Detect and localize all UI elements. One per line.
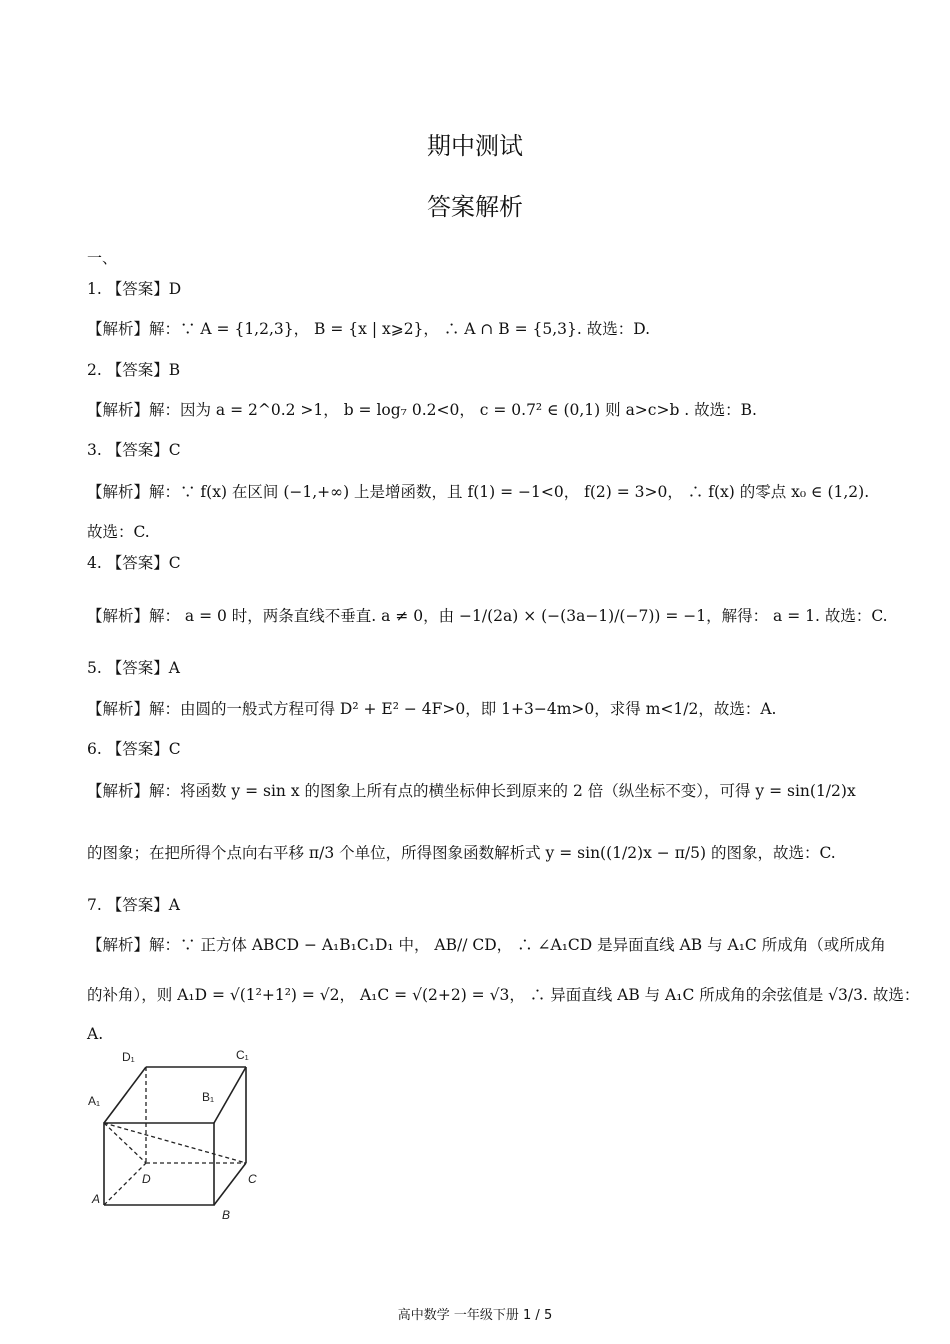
- page-footer: 高中数学 一年级下册 1 / 5: [397, 1308, 553, 1323]
- analysis-line: 故选：C.: [87, 523, 150, 541]
- answer-line: 5. 【答案】A: [87, 659, 180, 677]
- label-C: C: [248, 1172, 257, 1186]
- label-B: B: [222, 1208, 231, 1222]
- page-title: 期中测试: [427, 132, 523, 160]
- analysis-line: A.: [87, 1025, 104, 1043]
- label-D: D: [142, 1172, 151, 1186]
- label-A1: A₁: [88, 1094, 101, 1108]
- analysis-line: 【解析】解：由圆的一般式方程可得 D² + E² − 4F>0，即 1+3−4m>0，求得 m<1/2，故选：A.: [87, 700, 777, 718]
- analysis-line: 【解析】解：因为 a = 2^0.2 >1， b = log₇ 0.2<0， c = 0.7² ∈ (0,1) 则 a>c>b . 故选：B.: [87, 401, 757, 419]
- label-A: A: [92, 1192, 101, 1206]
- analysis-line: 【解析】解：∵ A = {1,2,3}， B = {x | x⩾2}， ∴ A ∩ B = {5,3}. 故选：D.: [87, 320, 651, 338]
- label-D1: D₁: [122, 1050, 135, 1064]
- analysis-line: 【解析】解：将函数 y = sin x 的图象上所有点的横坐标伸长到原来的 2 倍（纵坐标不变），可得 y = sin(1/2)x: [87, 782, 856, 800]
- answer-line: 1. 【答案】D: [87, 280, 182, 298]
- answer-line: 7. 【答案】A: [87, 896, 180, 914]
- cube-figure: [84, 1045, 274, 1225]
- label-B1: B₁: [202, 1090, 215, 1104]
- answer-line: 2. 【答案】B: [87, 361, 181, 379]
- answer-line: 4. 【答案】C: [87, 554, 181, 572]
- analysis-line: 【解析】解：∵ f(x) 在区间 (−1,+∞) 上是增函数，且 f(1) = −1<0， f(2) = 3>0， ∴ f(x) 的零点 x₀ ∈ (1,2).: [87, 483, 870, 501]
- page-subtitle: 答案解析: [427, 193, 523, 221]
- label-C1: C₁: [236, 1048, 249, 1062]
- analysis-line: 【解析】解： a = 0 时，两条直线不垂直. a ≠ 0，由 −1/(2a) × (−(3a−1)/(−7)) = −1，解得： a = 1. 故选：C.: [87, 607, 888, 625]
- answer-line: 6. 【答案】C: [87, 740, 181, 758]
- analysis-line: 的图象；在把所得个点向右平移 π/3 个单位，所得图象函数解析式 y = sin((1/2)x − π/5) 的图象，故选：C.: [87, 844, 836, 862]
- analysis-line: 的补角），则 A₁D = √(1²+1²) = √2， A₁C = √(2+2) = √3， ∴ 异面直线 AB 与 A₁C 所成角的余弦值是 √3/3. 故选：: [87, 986, 920, 1004]
- section-heading: 一、: [87, 249, 118, 267]
- answer-line: 3. 【答案】C: [87, 441, 181, 459]
- analysis-line: 【解析】解：∵ 正方体 ABCD − A₁B₁C₁D₁ 中， AB// CD， ∴ ∠A₁CD 是异面直线 AB 与 A₁C 所成角（或所成角: [87, 936, 886, 954]
